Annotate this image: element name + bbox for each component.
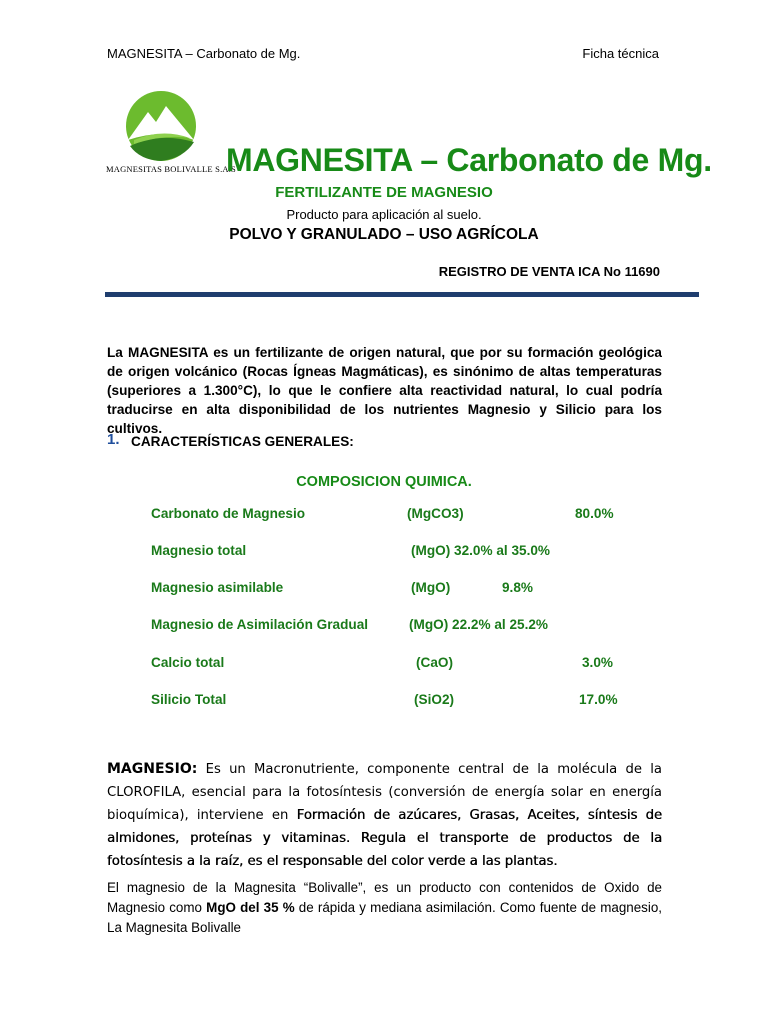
composition-row xyxy=(151,655,671,673)
composition-value: 17.0% xyxy=(579,692,618,707)
intro-paragraph xyxy=(107,343,662,438)
running-header-type: Ficha técnica xyxy=(582,46,659,61)
composition-formula: (MgO) 22.2% al 25.2% xyxy=(409,617,549,632)
composition-row xyxy=(151,580,671,598)
document-title: MAGNESITA – Carbonato de Mg. xyxy=(226,142,712,178)
composition-formula: (MgO) xyxy=(411,580,451,595)
last-text-1: El magnesio de la Magnesita “Bolivalle”, es un producto con contenidos de Oxido de Magnesio como xyxy=(107,880,662,915)
section-title: CARACTERÍSTICAS GENERALES: xyxy=(131,434,354,449)
registro-ica: REGISTRO DE VENTA ICA No 11690 xyxy=(438,264,660,279)
company-logo xyxy=(104,88,236,180)
magnesio-paragraph xyxy=(107,758,662,873)
composition-name: Magnesio asimilable xyxy=(151,580,284,595)
composicion-title: COMPOSICION QUIMICA. xyxy=(296,474,472,490)
composition-formula: (CaO) xyxy=(416,655,454,670)
composition-name: Calcio total xyxy=(151,655,225,670)
composition-value: 3.0% xyxy=(582,655,613,670)
composition-row xyxy=(151,617,671,635)
composition-value: 80.0% xyxy=(575,506,614,521)
subtitle-fertilizante: FERTILIZANTE DE MAGNESIO xyxy=(275,184,493,201)
subtitle-aplicacion: Producto para aplicación al suelo. xyxy=(286,207,482,222)
last-bold: MgO del 35 % xyxy=(206,900,295,915)
composition-name: Silicio Total xyxy=(151,692,227,707)
composition-row xyxy=(151,506,671,524)
logo-company-name: MAGNESITAS BOLIVALLE S.A.S xyxy=(106,164,236,174)
composition-row xyxy=(151,543,671,561)
composition-name: Magnesio de Asimilación Gradual xyxy=(151,617,369,632)
last-paragraph xyxy=(107,878,662,938)
running-header-title: MAGNESITA – Carbonato de Mg. xyxy=(107,46,301,61)
intro-text: es un fertilizante de origen natural, que por su formación geológica de origen volcánico (Rocas Ígneas Magmáticas), es sinónimo de altas temperaturas (superiores a 1.300°C), lo que le confiere alta reactividad natural, lo cual podría traducirse en alta disponibilidad de los nutrientes Magnesio y Silicio para los cultivos. xyxy=(107,345,662,436)
composition-formula: (MgCO3) xyxy=(407,506,464,521)
section-number: 1. xyxy=(107,431,120,448)
composition-value: 9.8% xyxy=(502,580,533,595)
header-divider xyxy=(105,292,699,297)
composition-name: Carbonato de Magnesio xyxy=(151,506,306,521)
composition-formula: (MgO) 32.0% al 35.0% xyxy=(411,543,551,558)
subtitle-presentacion: POLVO Y GRANULADO – USO AGRÍCOLA xyxy=(229,226,539,243)
magnesio-label: MAGNESIO: xyxy=(107,761,198,777)
intro-bold: La MAGNESITA xyxy=(107,345,209,360)
magnesio-text-1: Es un Macronutriente, componente central de la molécula de la CLOROFILA, esencial para la fotosíntesis (conversión de energía solar en energía bioquímica), interviene en xyxy=(107,762,662,823)
magnesio-text-2: Formación de azúcares, Grasas, Aceites, síntesis de almidones, proteínas y vitaminas. Regula el transporte de productos de la fotosíntesis a la raíz, es el responsable del color verde a las plantas. xyxy=(107,808,662,869)
last-text-2: de rápida y mediana asimilación. Como fuente de magnesio, La Magnesita Bolivalle xyxy=(107,900,663,935)
composition-row xyxy=(151,692,671,710)
composition-formula: (SiO2) xyxy=(414,692,455,707)
composition-name: Magnesio total xyxy=(151,543,247,558)
